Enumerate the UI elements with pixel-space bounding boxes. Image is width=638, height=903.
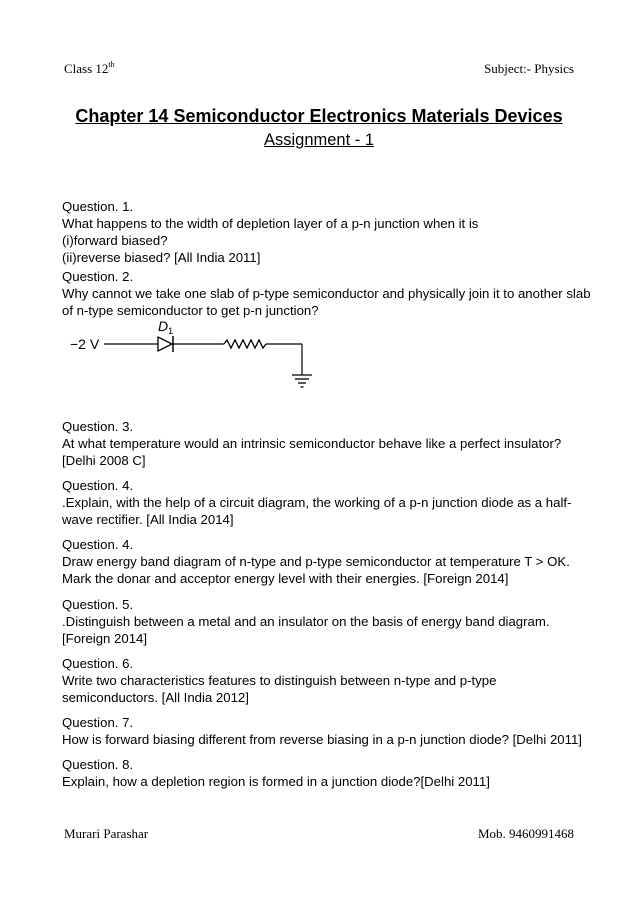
diode-label: $D_1$	[158, 318, 174, 336]
question-text: .Distinguish between a metal and an insulator on the basis of energy band diagram.	[62, 614, 550, 629]
resistor-symbol	[224, 340, 266, 348]
subject-label: Subject:- Physics	[484, 61, 574, 76]
question-3	[62, 418, 582, 469]
question-text: semiconductors. [All India 2012]	[62, 690, 249, 705]
question-label: Question. 5.	[62, 597, 134, 612]
question-text: wave rectifier. [All India 2014]	[62, 512, 234, 527]
author-name: Murari Parashar	[64, 826, 149, 841]
voltage-label: −2 V	[70, 336, 100, 352]
question-text: Draw energy band diagram of n-type and p-type semiconductor at temperature T > OK.	[62, 554, 570, 569]
question-label: Question. 4.	[62, 478, 134, 493]
question-5	[62, 596, 582, 647]
question-8	[62, 756, 582, 790]
question-label: Question. 8.	[62, 757, 134, 772]
question-label: Question. 3.	[62, 419, 134, 434]
question-label: Question. 2.	[62, 269, 134, 284]
question-6	[62, 655, 582, 706]
mobile-number: Mob. 9460991468	[477, 826, 574, 841]
chapter-title: Chapter 14 Semiconductor Electronics Materials Devices	[75, 106, 563, 126]
question-text: How is forward biasing different from reverse biasing in a p-n junction diode? [Delhi 2011]	[62, 732, 582, 747]
question-text: Write two characteristics features to distinguish between n-type and p-type	[62, 673, 497, 688]
question-text: .Explain, with the help of a circuit diagram, the working of a p-n junction diode as a half-	[62, 495, 572, 510]
question-text: At what temperature would an intrinsic semiconductor behave like a perfect insulator?	[62, 436, 562, 451]
question-label: Question. 7.	[62, 715, 134, 730]
question-text: What happens to the width of depletion layer of a p-n junction when it is	[62, 216, 479, 231]
question-7	[62, 714, 582, 748]
assignment-subtitle: Assignment - 1	[263, 131, 375, 149]
question-text: of n-type semiconductor to get p-n junction?	[62, 303, 319, 318]
question-text: [Foreign 2014]	[62, 631, 148, 646]
diode-symbol	[158, 336, 173, 352]
question-text: Explain, how a depletion region is formed in a junction diode?[Delhi 2011]	[62, 774, 490, 789]
question-text: (i)forward biased?	[62, 233, 168, 248]
diode-circuit-diagram	[62, 318, 362, 398]
question-4a	[62, 477, 582, 528]
question-text: Mark the donar and acceptor energy level with their energies. [Foreign 2014]	[62, 571, 509, 586]
question-label: Question. 4.	[62, 537, 134, 552]
class-label: Class 12th	[64, 60, 115, 76]
question-label: Question. 6.	[62, 656, 134, 671]
question-4b	[62, 536, 582, 587]
question-2	[62, 268, 591, 319]
ground-symbol	[292, 375, 312, 387]
question-1	[62, 198, 582, 266]
question-text: [Delhi 2008 C]	[62, 453, 146, 468]
question-text: (ii)reverse biased? [All India 2011]	[62, 250, 261, 265]
question-text: Why cannot we take one slab of p-type semiconductor and physically join it to another slab	[62, 286, 591, 301]
question-label: Question. 1.	[62, 199, 134, 214]
